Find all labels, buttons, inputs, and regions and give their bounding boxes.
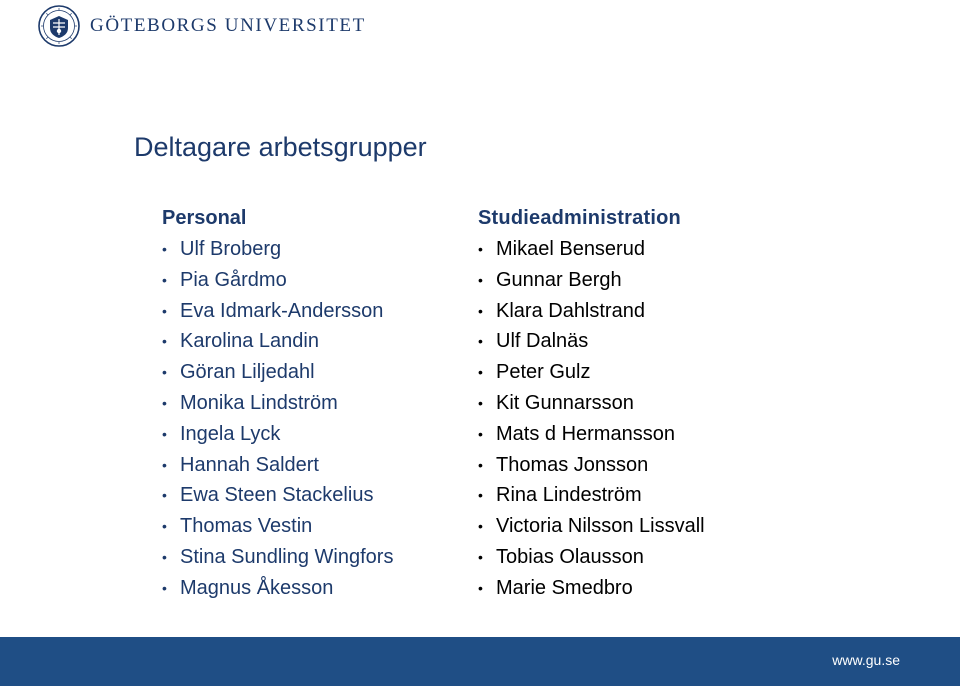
bullet-icon: • xyxy=(162,518,167,535)
list-item xyxy=(478,480,948,511)
bullet-icon: • xyxy=(162,456,167,473)
member-name: Göran Liljedahl xyxy=(180,361,315,384)
university-name: GÖTEBORGS UNIVERSITET xyxy=(90,15,366,36)
bullet-icon: • xyxy=(478,394,483,411)
group-personal xyxy=(162,204,462,604)
bullet-icon: • xyxy=(478,487,483,504)
bullet-icon: • xyxy=(478,548,483,565)
group-studieadministration xyxy=(478,204,948,604)
bullet-icon: • xyxy=(478,333,483,350)
member-name: Pia Gårdmo xyxy=(180,268,287,291)
member-name: Thomas Vestin xyxy=(180,515,313,538)
member-name: Mats d Hermansson xyxy=(496,422,675,445)
list-item xyxy=(478,265,948,296)
bullet-icon: • xyxy=(478,302,483,319)
bullet-icon: • xyxy=(162,271,167,288)
footer-bar xyxy=(0,637,960,686)
member-name: Gunnar Bergh xyxy=(496,268,622,291)
member-name: Monika Lindström xyxy=(180,391,338,414)
member-name: Magnus Åkesson xyxy=(180,576,334,599)
member-name: Tobias Olausson xyxy=(496,545,644,568)
member-name: Rina Lindeström xyxy=(496,484,642,507)
member-name: Ewa Steen Stackelius xyxy=(180,484,374,507)
member-name: Peter Gulz xyxy=(496,361,591,384)
list-item xyxy=(478,450,948,481)
footer-url-link[interactable]: www.gu.se xyxy=(832,652,900,668)
bullet-icon: • xyxy=(162,394,167,411)
university-seal-icon xyxy=(38,5,80,47)
list-item xyxy=(162,480,462,511)
list-item xyxy=(478,357,948,388)
list-item xyxy=(162,265,462,296)
member-name: Mikael Benserud xyxy=(496,238,645,260)
header xyxy=(38,4,366,48)
list-item xyxy=(162,542,462,573)
group-heading: Studieadministration xyxy=(478,207,681,229)
list-item xyxy=(162,450,462,481)
group-heading: Personal xyxy=(162,207,247,229)
member-name: Ulf Dalnäs xyxy=(496,330,589,353)
list-item xyxy=(162,388,462,419)
bullet-icon: • xyxy=(478,271,483,288)
list-item xyxy=(478,388,948,419)
list-item xyxy=(162,234,462,265)
list-item xyxy=(478,542,948,573)
member-name: Thomas Jonsson xyxy=(496,453,649,476)
member-list xyxy=(478,234,948,604)
bullet-icon: • xyxy=(478,364,483,381)
bullet-icon: • xyxy=(162,302,167,319)
bullet-icon: • xyxy=(478,579,483,596)
list-item xyxy=(478,511,948,542)
list-item xyxy=(162,357,462,388)
member-name: Klara Dahlstrand xyxy=(496,299,645,322)
bullet-icon: • xyxy=(162,241,167,257)
bullet-icon: • xyxy=(478,241,483,257)
member-name: Kit Gunnarsson xyxy=(496,391,634,414)
list-item xyxy=(478,326,948,357)
member-name: Karolina Landin xyxy=(180,330,319,353)
bullet-icon: • xyxy=(478,456,483,473)
bullet-icon: • xyxy=(162,333,167,350)
member-list xyxy=(162,234,462,604)
member-name: Eva Idmark-Andersson xyxy=(180,299,384,322)
bullet-icon: • xyxy=(162,364,167,381)
list-item xyxy=(162,296,462,327)
list-item xyxy=(478,296,948,327)
slide-title: Deltagare arbetsgrupper xyxy=(134,132,427,162)
member-name: Marie Smedbro xyxy=(496,576,633,599)
member-name: Stina Sundling Wingfors xyxy=(180,545,394,568)
list-item xyxy=(162,511,462,542)
member-name: Ulf Broberg xyxy=(180,238,282,260)
member-name: Victoria Nilsson Lissvall xyxy=(496,515,705,538)
member-name: Ingela Lyck xyxy=(180,422,281,445)
bullet-icon: • xyxy=(478,518,483,535)
bullet-icon: • xyxy=(478,425,483,442)
list-item xyxy=(162,419,462,450)
list-item xyxy=(478,419,948,450)
bullet-icon: • xyxy=(162,579,167,596)
list-item xyxy=(478,573,948,604)
member-name: Hannah Saldert xyxy=(180,453,319,476)
list-item xyxy=(162,326,462,357)
bullet-icon: • xyxy=(162,487,167,504)
bullet-icon: • xyxy=(162,425,167,442)
list-item xyxy=(162,573,462,604)
bullet-icon: • xyxy=(162,548,167,565)
list-item xyxy=(478,234,948,265)
